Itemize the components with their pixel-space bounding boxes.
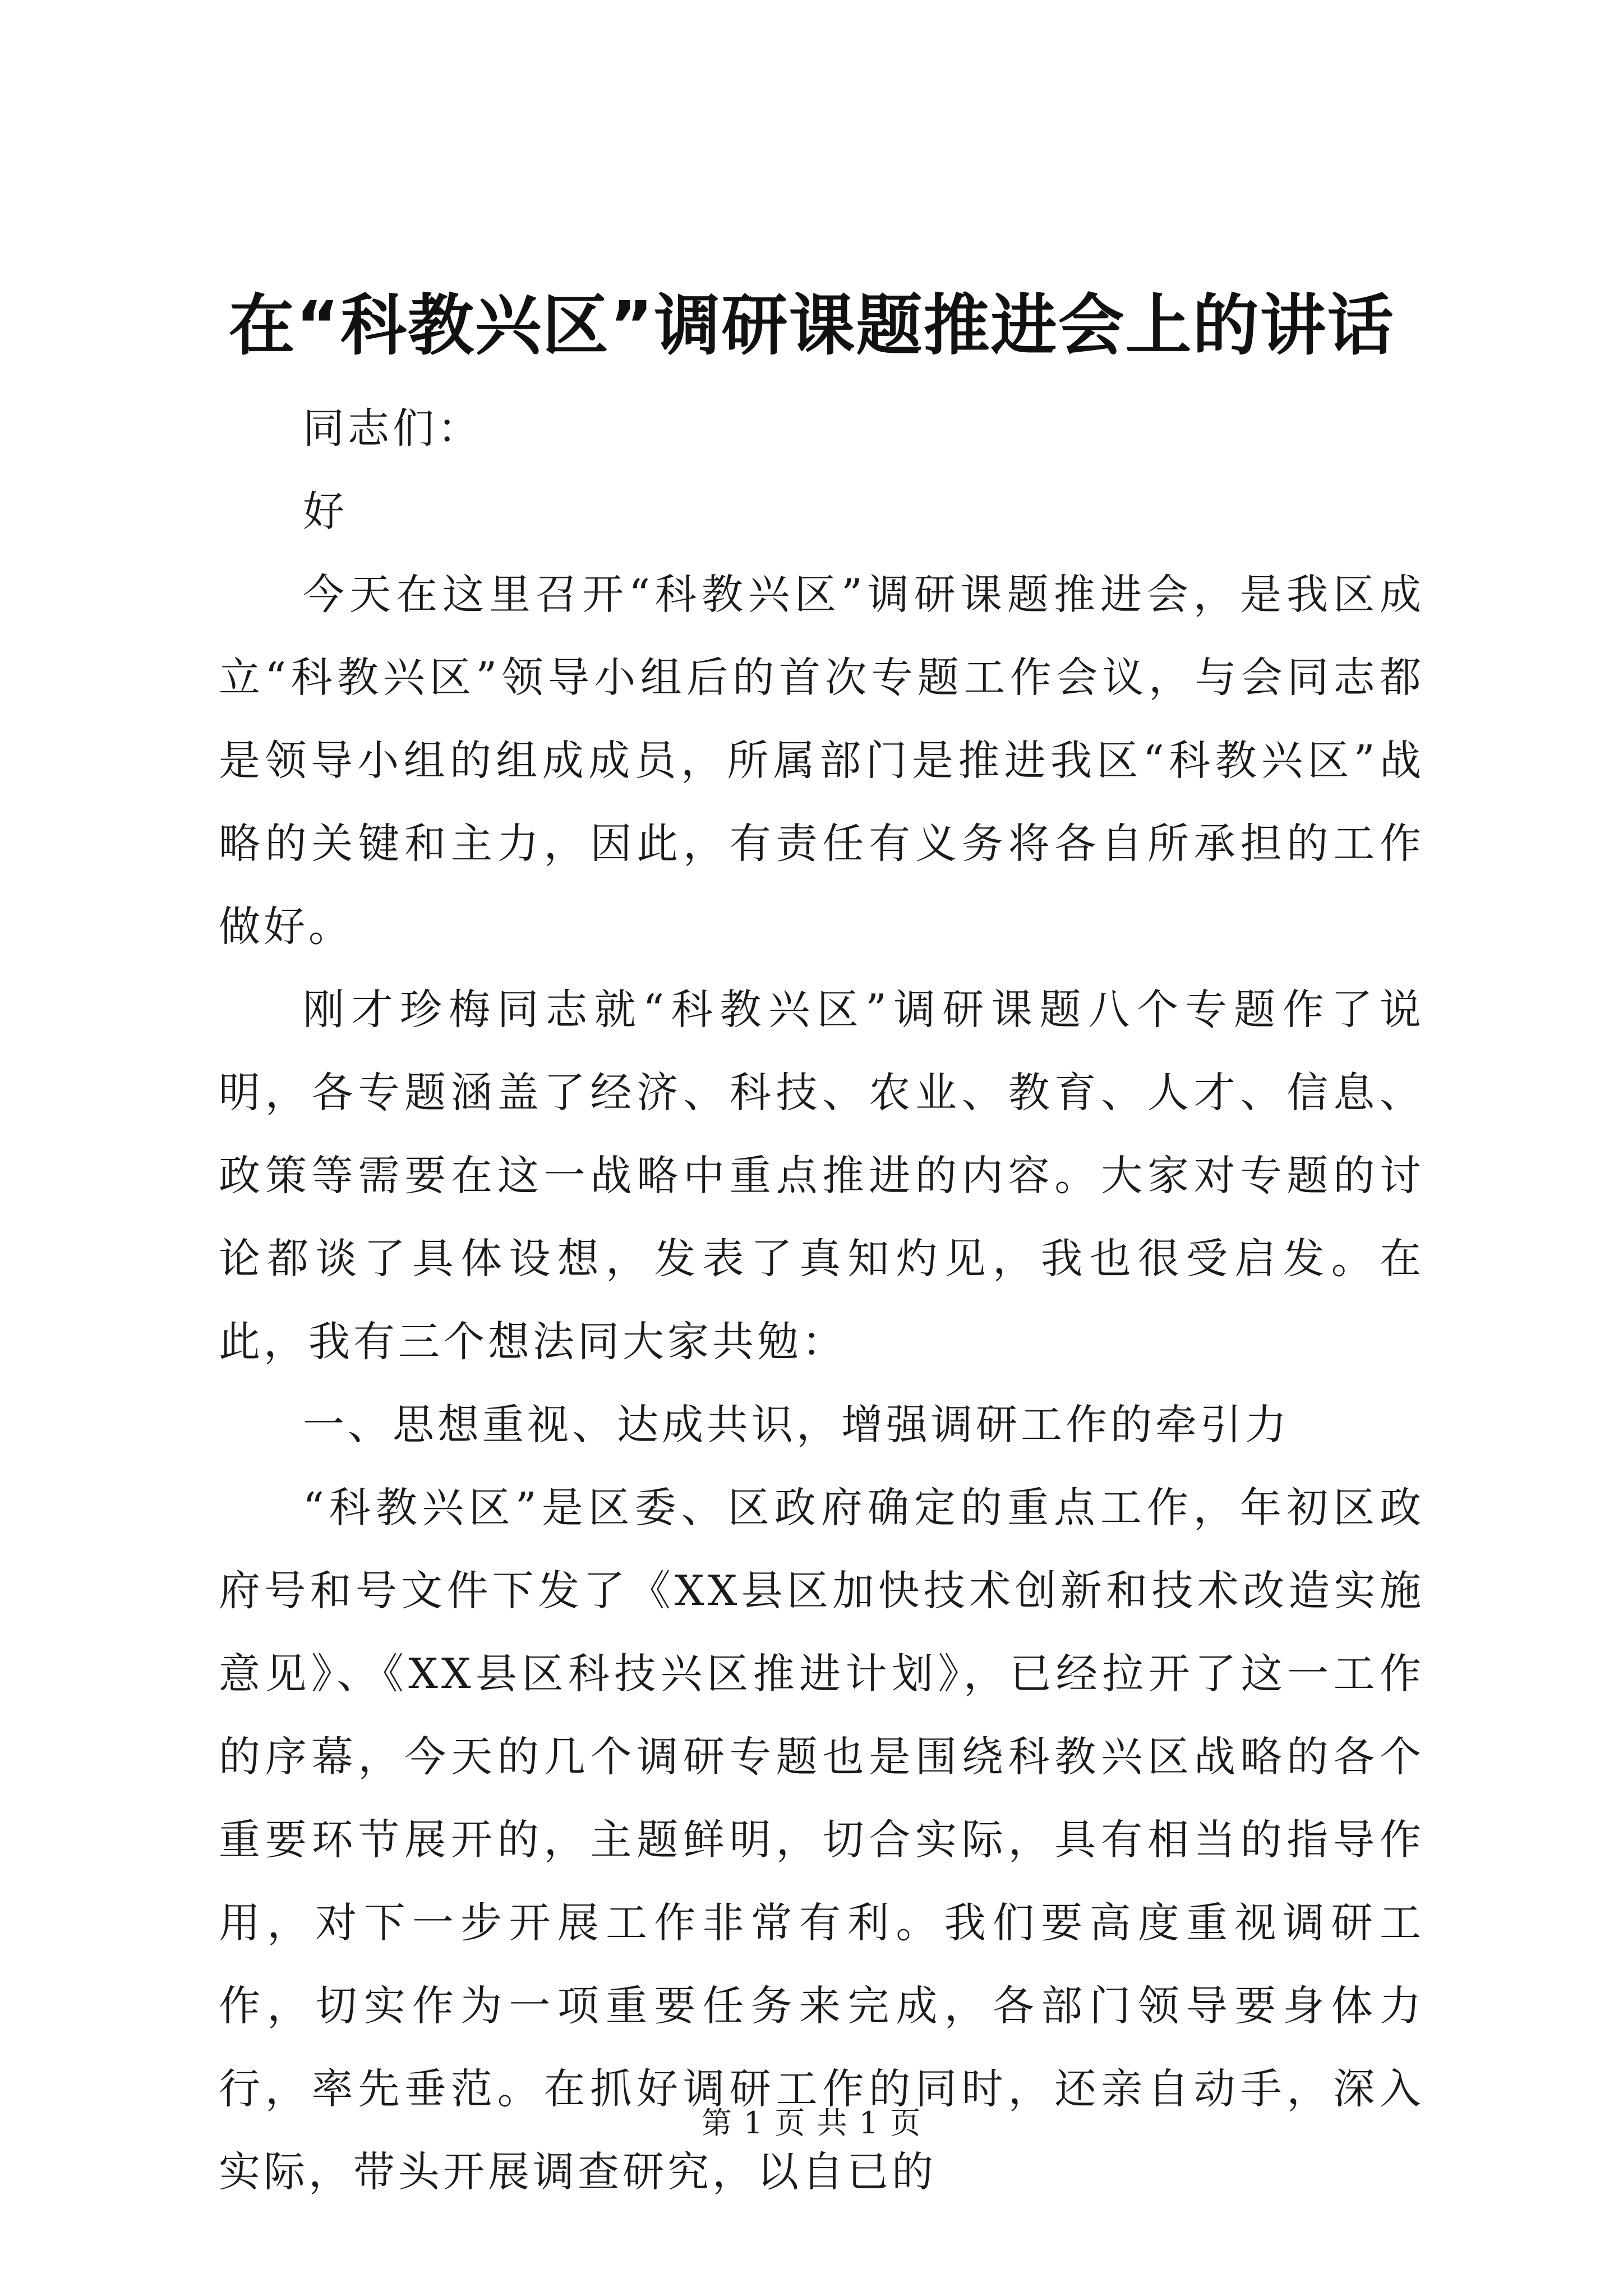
- paragraph-topics: 刚才珍梅同志就“科教兴区”调研课题八个专题作了说明，各专题涵盖了经济、科技、农业、教育、人才、信息、政策等需要在这一战略中重点推进的内容。大家对专题的讨论都谈了具体设想，发表了真知灼见，我也很受启发。在此，我有三个想法同大家共勉：: [219, 986, 1424, 1366]
- salutation: 同志们：: [303, 404, 482, 453]
- paragraph-intro: 今天在这里召开“科教兴区”调研课题推进会，是我区成立“科教兴区”领导小组后的首次专题工作会议，与会同志都是领导小组的组成成员，所属部门是推进我区“科教兴区”战略的关键和主力，因此，有责任有义务将各自所承担的工作做好。: [219, 570, 1424, 951]
- document-title: 在“科教兴区”调研课题推进会上的讲话: [228, 287, 1395, 364]
- document-body: [219, 387, 1424, 2214]
- greeting: 好: [303, 487, 348, 536]
- paragraph-section-1: “科教兴区”是区委、区政府确定的重点工作，年初区政府号和号文件下发了《XX县区加快技术创新和技术改造实施意见》、《XX县区科技兴区推进计划》，已经拉开了这一工作的序幕，今天的几个调研专题也是围绕科教兴区战略的各个重要环节展开的，主题鲜明，切合实际，具有相当的指导作用，对下一步开展工作非常有利。我们要高度重视调研工作，切实作为一项重要任务来完成，各部门领导要身体力行，率先垂范。在抓好调研工作的同时，还亲自动手，深入实际，带头开展调查研究，以自已的: [219, 1484, 1424, 2196]
- section-heading-1: 一、思想重视、达成共识，增强调研工作的牵引力: [303, 1401, 1290, 1449]
- page-footer: 第 1 页 共 1 页: [701, 2105, 922, 2141]
